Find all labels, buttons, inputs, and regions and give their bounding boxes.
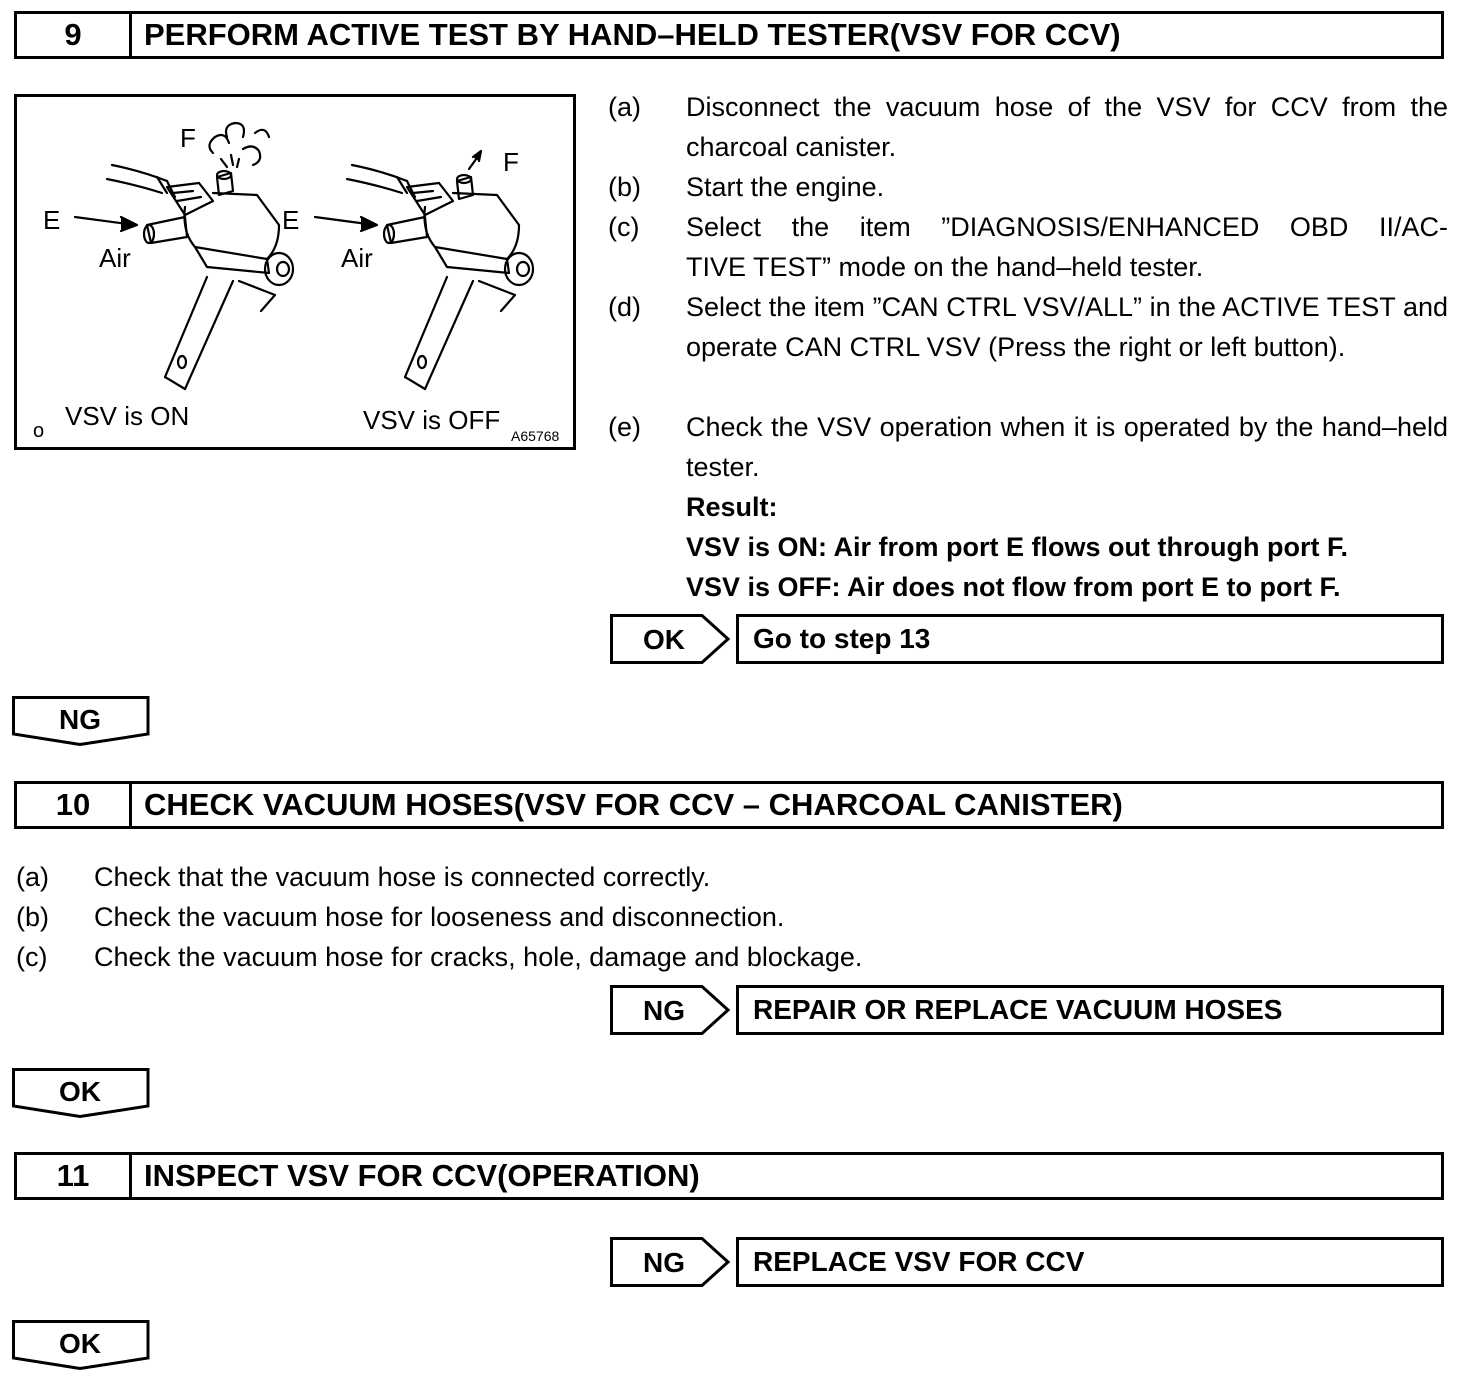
instruction-text: Check the vacuum hose for looseness and disconnection.	[94, 902, 785, 932]
port-f-label: F	[180, 123, 196, 153]
instruction-text: Disconnect the vacuum hose of the VSV for CCV from the charcoal canister.	[686, 92, 1448, 162]
instruction-text: Start the engine.	[686, 172, 885, 202]
caption-vsv-off: VSV is OFF	[363, 405, 501, 435]
instruction-item	[608, 407, 1448, 487]
vsv-drawing	[17, 97, 576, 450]
ng-action-box: REPAIR OR REPLACE VACUUM HOSES	[736, 985, 1444, 1035]
ok-action-box: Go to step 13	[736, 614, 1444, 664]
instruction-label: (c)	[16, 942, 48, 972]
caption-vsv-on: VSV is ON	[65, 401, 190, 431]
step-10-header	[14, 781, 1444, 829]
instruction-item	[16, 857, 1016, 897]
instruction-label: (d)	[608, 292, 641, 322]
instruction-label: (e)	[608, 412, 641, 442]
ok-result-tag	[610, 614, 730, 664]
ok-flow-tag	[12, 1320, 152, 1370]
step-title: PERFORM ACTIVE TEST BY HAND–HELD TESTER(VSV FOR CCV)	[144, 17, 1121, 52]
ng-flow-tag	[12, 696, 152, 746]
instruction-text: Select the item ”CAN CTRL VSV/ALL” in the ACTIVE TEST and operate CAN CTRL VSV (Press the right or left button).	[686, 292, 1448, 362]
air-label: Air	[99, 243, 131, 273]
instruction-text: Check the VSV operation when it is operated by the hand–held tester.	[686, 412, 1448, 482]
instruction-label: (c)	[608, 212, 640, 242]
ng-tag-label: NG	[643, 1247, 685, 1278]
result-vsv-off: VSV is OFF: Air does not flow from port E to port F.	[686, 572, 1341, 602]
figure-code: A65768	[511, 428, 560, 444]
instruction-text-line-2: TIVE TEST” mode on the hand–held tester.	[686, 252, 1204, 282]
result-heading: Result:	[686, 492, 778, 522]
ng-action-box: REPLACE VSV FOR CCV	[736, 1237, 1444, 1287]
ok-flow-tag	[12, 1068, 152, 1118]
instruction-label: (b)	[16, 902, 49, 932]
ng-result-tag	[610, 985, 730, 1035]
step-number: 11	[17, 1155, 132, 1197]
port-e-label: E	[282, 205, 300, 235]
port-e-label: E	[43, 205, 61, 235]
ok-flow-label: OK	[59, 1328, 101, 1359]
instruction-item	[608, 87, 1448, 167]
instruction-label: (a)	[16, 862, 49, 892]
instruction-label: (b)	[608, 172, 641, 202]
corner-mark: o	[33, 420, 45, 442]
instruction-item	[608, 287, 1448, 407]
step-title: INSPECT VSV FOR CCV(OPERATION)	[144, 1158, 700, 1193]
ok-tag-label: OK	[643, 624, 685, 655]
instruction-text-line-1: Select the item ”DIAGNOSIS/ENHANCED OBD II/AC-	[686, 212, 1448, 242]
step-number: 10	[17, 784, 132, 826]
port-f-label: F	[503, 147, 519, 177]
step-number: 9	[17, 14, 132, 56]
vsv-illustration	[14, 94, 576, 450]
step-11-header	[14, 1152, 1444, 1200]
instruction-text: Check that the vacuum hose is connected correctly.	[94, 862, 711, 892]
result-vsv-on: VSV is ON: Air from port E flows out through port F.	[686, 532, 1348, 562]
instruction-text: Check the vacuum hose for cracks, hole, damage and blockage.	[94, 942, 863, 972]
ng-result-tag	[610, 1237, 730, 1287]
step-title: CHECK VACUUM HOSES(VSV FOR CCV – CHARCOAL CANISTER)	[144, 787, 1123, 822]
step-9-header	[14, 11, 1444, 59]
instruction-item	[608, 207, 1448, 287]
instruction-item	[16, 937, 1016, 977]
air-label: Air	[341, 243, 373, 273]
ng-tag-label: NG	[643, 995, 685, 1026]
instruction-item	[608, 167, 1448, 207]
ok-flow-label: OK	[59, 1076, 101, 1107]
instruction-item	[16, 897, 1016, 937]
ng-flow-label: NG	[59, 704, 101, 735]
instruction-label: (a)	[608, 92, 641, 122]
